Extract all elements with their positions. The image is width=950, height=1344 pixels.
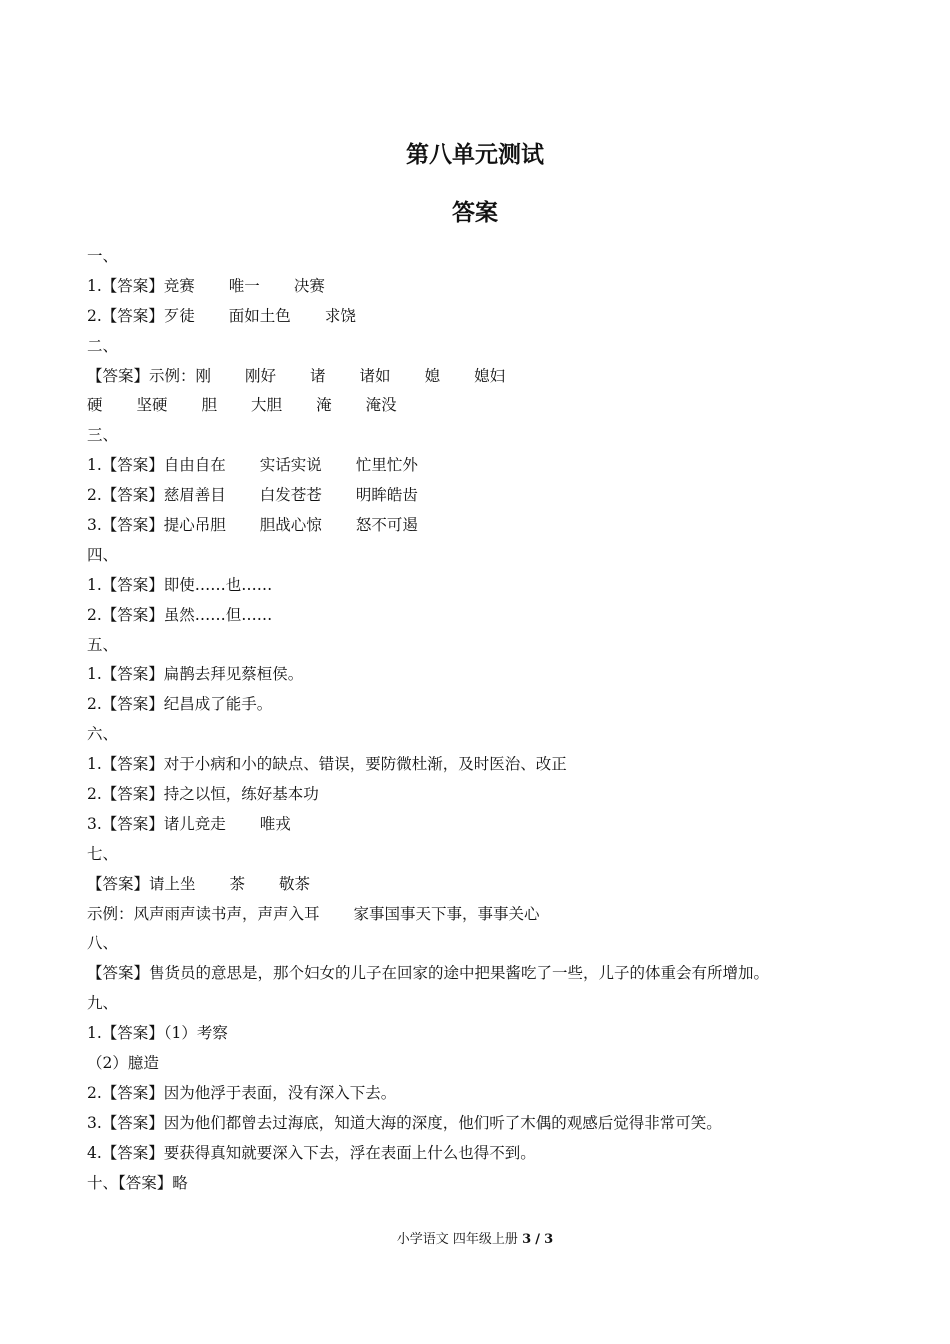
answer-text: 实话实说 <box>259 456 322 475</box>
page-total: 3 <box>544 1232 554 1247</box>
answer-text: 2.【答案】因为他浮于表面，没有深入下去。 <box>87 1083 397 1102</box>
answer-line <box>87 1109 887 1139</box>
answer-line <box>87 840 887 870</box>
answer-text: 媳 <box>424 366 441 385</box>
answer-text: 七、 <box>87 844 119 863</box>
answer-line <box>87 989 887 1019</box>
answer-line <box>87 601 887 631</box>
answer-text: 求饶 <box>324 306 356 325</box>
answer-text: 六、 <box>87 725 119 744</box>
answer-line <box>87 302 887 332</box>
answer-text: 敬茶 <box>279 874 311 893</box>
answer-line <box>87 750 887 780</box>
answer-line <box>87 631 887 661</box>
answer-line <box>87 421 887 451</box>
answer-line <box>87 720 887 750</box>
answer-text: 【答案】售货员的意思是，那个妇女的儿子在回家的途中把果酱吃了一些，儿子的体重会有所增加。 <box>87 964 770 983</box>
answer-text: 1.【答案】自由自在 <box>87 456 226 475</box>
answer-line <box>87 332 887 362</box>
page-title: 第八单元测试 <box>406 142 544 168</box>
answer-line <box>87 1169 887 1199</box>
answer-text: 五、 <box>87 635 119 654</box>
answer-text: 坚硬 <box>136 396 168 415</box>
answer-text: 胆 <box>201 396 218 415</box>
answer-line <box>87 1079 887 1109</box>
answer-text: 淹 <box>316 396 332 415</box>
answer-line <box>87 900 887 930</box>
answer-line <box>87 870 887 900</box>
answer-text: 【答案】请上坐 <box>87 874 196 893</box>
answer-text: 白发苍苍 <box>259 486 322 505</box>
answer-line <box>87 780 887 810</box>
answer-text: 十、【答案】略 <box>87 1173 188 1192</box>
page-number: 3 <box>522 1232 532 1247</box>
answer-text: 茶 <box>229 874 246 893</box>
answer-text: 1.【答案】对于小病和小的缺点、错误，要防微杜渐，及时医治、改正 <box>87 755 567 774</box>
page-subtitle: 答案 <box>452 200 498 226</box>
answer-text: 四、 <box>87 545 119 564</box>
answer-text: 2.【答案】虽然……但…… <box>87 605 273 624</box>
page-separator: / <box>535 1232 541 1247</box>
answer-text: 淹没 <box>365 396 397 415</box>
answer-line <box>87 810 887 840</box>
answer-text: 2.【答案】持之以恒，练好基本功 <box>87 785 319 804</box>
answer-text: 2.【答案】歹徒 <box>87 306 195 325</box>
answer-text: 3.【答案】诸儿竞走 <box>87 814 226 833</box>
answer-line <box>87 362 887 392</box>
answer-text: 家事国事天下事，事事关心 <box>353 904 540 923</box>
answer-text: （2）臆造 <box>87 1054 159 1073</box>
answer-line <box>87 660 887 690</box>
answer-text: 【答案】示例：刚 <box>87 366 212 385</box>
answer-text: 刚好 <box>245 366 277 385</box>
answer-line <box>87 391 887 421</box>
answer-text: 2.【答案】慈眉善目 <box>87 486 226 505</box>
answer-line <box>87 1139 887 1169</box>
answer-text: 唯一 <box>228 276 260 295</box>
answer-line <box>87 929 887 959</box>
answer-line <box>87 272 887 302</box>
answer-text: 三、 <box>87 426 119 445</box>
answer-text: 示例：风声雨声读书声，声声入耳 <box>87 904 320 923</box>
answer-text: 一、 <box>87 247 119 265</box>
answer-text: 诸如 <box>359 366 391 385</box>
answer-text: 1.【答案】扁鹊去拜见蔡桓侯。 <box>87 665 304 684</box>
answer-text: 3.【答案】提心吊胆 <box>87 516 226 535</box>
answer-text: 4.【答案】要获得真知就要深入下去，浮在表面上什么也得不到。 <box>87 1143 536 1162</box>
page-footer <box>0 1228 950 1247</box>
answer-text: 胆战心惊 <box>259 516 322 535</box>
answer-text: 1.【答案】（1）考察 <box>87 1024 228 1043</box>
answer-text: 唯戎 <box>259 814 291 833</box>
answer-text: 2.【答案】纪昌成了能手。 <box>87 695 273 714</box>
answer-text: 决赛 <box>293 276 325 295</box>
answer-line <box>87 690 887 720</box>
answer-line <box>87 481 887 511</box>
answer-list <box>87 242 887 1199</box>
answer-text: 二、 <box>87 336 119 355</box>
answer-line <box>87 959 887 989</box>
answer-text: 忙里忙外 <box>355 456 418 475</box>
answer-line <box>87 451 887 481</box>
answer-text: 八、 <box>87 934 119 953</box>
answer-text: 面如土色 <box>228 306 291 325</box>
footer-label: 小学语文 四年级上册 <box>396 1232 518 1247</box>
answer-text: 明眸皓齿 <box>355 486 418 505</box>
answer-text: 3.【答案】因为他们都曾去过海底，知道大海的深度，他们听了木偶的观感后觉得非常可笑。 <box>87 1113 722 1132</box>
answer-line <box>87 541 887 571</box>
answer-line <box>87 571 887 601</box>
answer-text: 1.【答案】竞赛 <box>87 276 195 295</box>
answer-text: 大胆 <box>251 396 283 415</box>
answer-line <box>87 1049 887 1079</box>
answer-line <box>87 1019 887 1049</box>
answer-line <box>87 511 887 541</box>
answer-text: 怒不可遏 <box>355 516 418 535</box>
answer-text: 媳妇 <box>474 366 506 385</box>
answer-line <box>87 242 887 272</box>
answer-text: 九、 <box>87 994 119 1013</box>
answer-text: 硬 <box>87 396 103 415</box>
answer-text: 1.【答案】即使……也…… <box>87 575 273 594</box>
answer-text: 诸 <box>310 366 326 385</box>
